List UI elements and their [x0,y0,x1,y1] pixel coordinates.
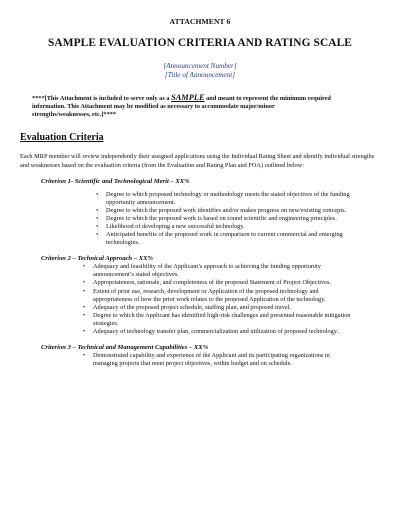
bullet-icon: • [96,231,99,239]
list-item: • Degree to which proposed technology or methodology meets the stated objectives of the funding opportunity announcement. [96,190,350,206]
bullet-icon: • [96,190,99,198]
list-item: • Degree to which the Applicant has identified high-risk challenges and presented reasonable mitigation strategies. [83,311,351,327]
bullet-icon: • [83,303,86,311]
list-item: • Likelihood of developing a new successful technology. [96,222,245,230]
list-item: • Adequacy and feasibility of the Applicant’s approach to achieving the funding opportunity announcement’s stated objectives. [83,263,321,279]
page-title: SAMPLE EVALUATION CRITERIA AND RATING SCALE [48,37,352,49]
attachment-label: ATTACHMENT 6 [169,17,231,26]
announcement-number: [Announcement Number] [163,62,237,70]
list-item: • Extent of prior use, research, development or Application of the proposed technology and appropriateness of how the prior work relates to the proposed Application of the technology. [83,287,326,303]
list-item: • Demonstrated capability and experience of the Applicant and its participating organizations in managing projects that meet project objectives, within budget and on schedule. [83,352,330,368]
note-sample-word: SAMPLE [171,92,205,102]
list-item: • Adequacy of technology transfer plan, commercialization and utilization of proposed technology. [83,328,339,336]
bullet-icon: • [96,206,99,214]
list-item: • Appropriateness, rationale, and completeness of the proposed Statement of Project Objectives. [83,279,331,287]
bullet-icon: • [83,263,86,271]
bullet-icon: • [83,279,86,287]
bullet-icon: • [83,328,86,336]
note-text-after: and meant to represent the minimum required information. This Attachment may be modified as necessary to accommodate major/minor strengths/weaknesses, etc.]**** [32,94,331,119]
bullet-icon: • [83,287,86,295]
criterion-1-heading: Criterion 1- Scientific and Technological Merit – XX% [41,177,190,185]
criterion-3-heading: Criterion 3 – Technical and Management Capabilities – XX% [41,344,209,352]
list-item: • Anticipated benefits of the proposed work in comparison to current commercial and emerging technologies. [96,231,343,247]
instruction-note [32,94,332,120]
bullet-icon: • [96,214,99,222]
announcement-title: [Title of Announcement] [164,71,236,80]
note-text-before: ****[This Attachment is included to serve only as a [32,94,172,102]
criterion-2-heading: Criterion 2 – Technical Approach – XX% [41,255,153,263]
section-heading: Evaluation Criteria [20,132,104,144]
bullet-icon: • [96,222,99,230]
bullet-icon: • [83,352,86,360]
intro-paragraph: Each MRP member will review independently their assigned applications using the Individual Rating Sheet and identify individual strengths and weaknesses based on the evaluation criteria (from the Evaluation and Rating Plan and FOA) outlined below: [20,153,375,169]
criterion-3-list [0,352,353,368]
list-item: • Adequacy of the proposed project schedule, staffing plan, and proposed travel. [83,303,291,311]
list-item: • Degree to which the proposed work identifies and/or makes progress on new/existing concepts. [96,206,347,214]
bullet-icon: • [83,311,86,319]
criterion-2-list [0,263,353,336]
criterion-1-list [0,191,361,248]
announcement-block [0,62,400,81]
list-item: • Degree to which the proposed work is based on sound scientific and engineering principles. [96,214,337,222]
